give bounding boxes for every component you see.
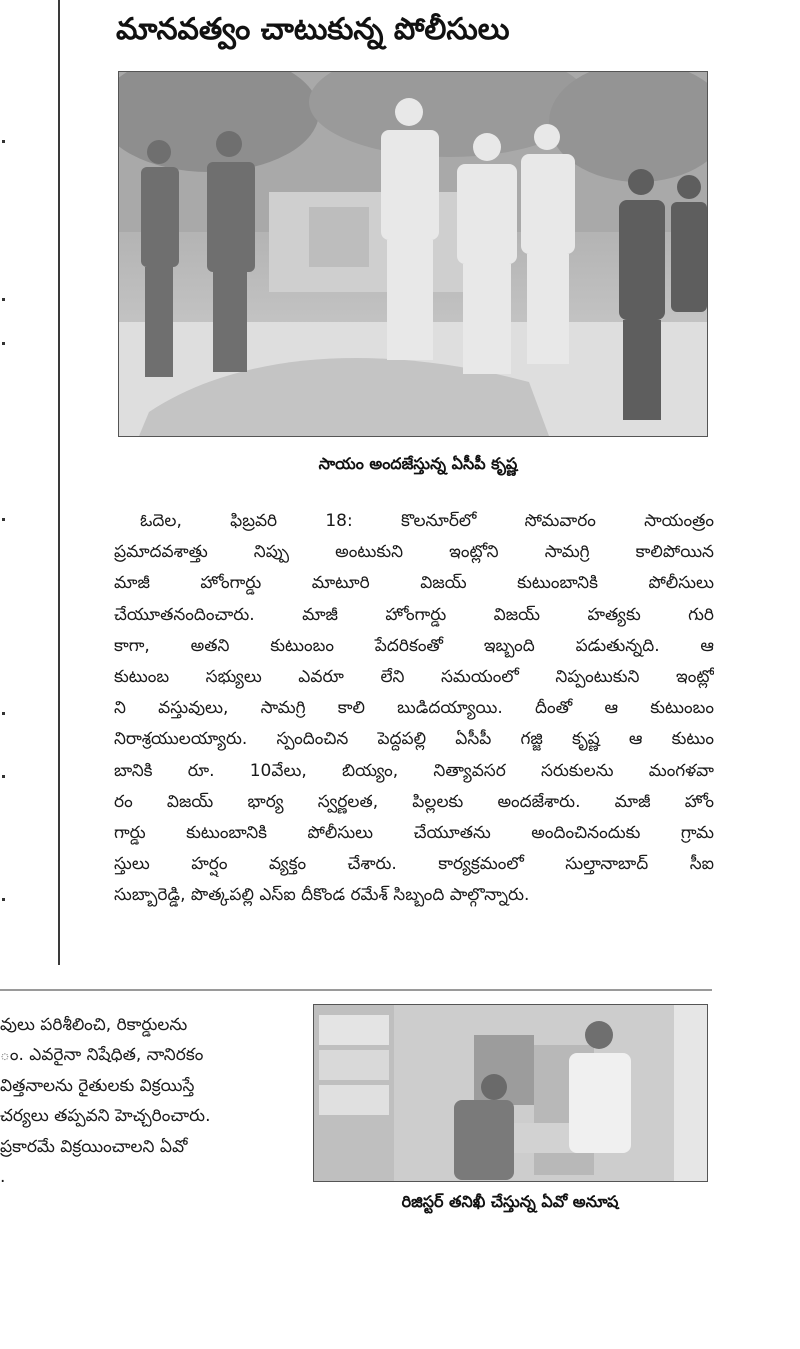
- body-line: కుటుంబ సభ్యులు ఎవరూ లేని సమయంలో నిప్పంటుకుని ఇంట్లో: [114, 666, 714, 687]
- body-line: నిరాశ్రయులయ్యారు. స్పందించిన పెద్దపల్లి ఏసీపీ గజ్జి కృష్ణ ఆ కుటుం: [114, 729, 714, 750]
- news-photo-officer-inspecting-register: [313, 1004, 708, 1182]
- photo-caption: రిజిస్టర్ తనిఖీ చేస్తున్న ఏవో అనూష: [401, 1192, 619, 1211]
- body-line: ని వస్తువులు, సామగ్రి కాలి బుడిదయ్యాయి. దీంతో ఆ కుటుంబం: [114, 698, 714, 719]
- body-line: ఓదెల, ఫిబ్రవరి 18: కొలనూర్‌లో సోమవారం సాయంత్రం: [140, 511, 714, 531]
- photo-illustration: [314, 1005, 707, 1181]
- body-line: కాగా, అతని కుటుంబం పేదరికంతో ఇబ్బంది పడుతున్నది. ఆ: [114, 635, 714, 656]
- body-line: వులు పరిశీలించి, రికార్డులను: [0, 1015, 188, 1035]
- body-line: సుబ్బారెడ్డి, పొత్కపల్లి ఎస్ఐ దీకొండ రమేశ్ సిబ్బంది పాల్గొన్నారు.: [114, 885, 530, 906]
- photo-illustration: [119, 72, 707, 436]
- body-line: బానికి రూ. 10వేలు, బియ్యం, నిత్యావసర సరుకులను మంగళవా: [114, 760, 714, 781]
- body-line: స్తులు హర్షం వ్యక్తం చేశారు. కార్యక్రమంలో సుల్తానాబాద్ సీఐ: [114, 854, 714, 875]
- clipped-text-mark: [2, 298, 5, 301]
- clipped-text-mark: [2, 140, 5, 143]
- body-line: .: [0, 1166, 6, 1187]
- body-line: ప్రమాదవశాత్తు నిప్పు అంటుకుని ఇంట్లోని సామగ్రి కాలిపోయిన: [114, 542, 714, 563]
- clipped-text-mark: [2, 342, 5, 345]
- clipped-text-mark: [2, 775, 5, 778]
- article-headline: మానవత్వం చాటుకున్న పోలీసులు: [116, 12, 510, 47]
- body-line: మాజీ హోంగార్డు మాటూరి విజయ్ కుటుంబానికి పోలీసులు: [114, 573, 714, 594]
- news-photo-police-handing-aid: [118, 71, 708, 437]
- article-body: [114, 506, 714, 911]
- clipped-text-mark: [2, 898, 5, 901]
- section-divider: [0, 989, 712, 991]
- body-line: చర్యలు తప్పవని హెచ్చరించారు.: [0, 1106, 211, 1127]
- body-line: గార్డు కుటుంబానికి పోలీసులు చేయూతను అందించినందుకు గ్రామ: [114, 822, 714, 843]
- photo-caption: సాయం అందజేస్తున్న ఏసీపీ కృష్ణ: [318, 454, 518, 473]
- body-line: ప్రకారమే విక్రయించాలని ఏవో: [0, 1136, 188, 1157]
- second-article-body: [0, 1010, 300, 1192]
- body-line: రం విజయ్ భార్య స్వర్ణలత, పిల్లలకు అందజేశారు. మాజీ హోం: [114, 791, 714, 812]
- body-line: చేయూతనందించారు. మాజీ హోంగార్డు విజయ్ హత్యకు గురి: [114, 604, 714, 625]
- body-line: విత్తనాలను రైతులకు విక్రయిస్తే: [0, 1075, 195, 1096]
- body-line: ం. ఎవరైనా నిషేధిత, నానిరకం: [0, 1045, 204, 1066]
- clipped-text-mark: [2, 518, 5, 521]
- clipped-text-mark: [2, 712, 5, 715]
- column-divider: [58, 0, 60, 965]
